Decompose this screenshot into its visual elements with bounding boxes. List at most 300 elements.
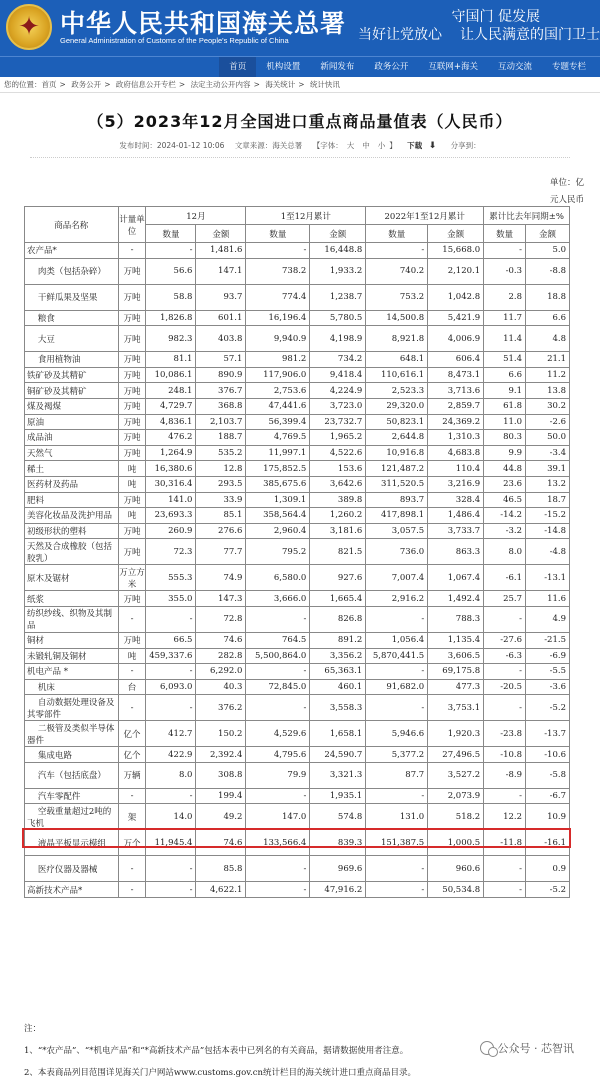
cell-value: 3,713.6 (428, 383, 484, 399)
cell-value: 601.1 (196, 310, 246, 326)
font-small-button[interactable]: 小 (377, 141, 386, 150)
cell-value: 1,264.9 (146, 445, 196, 461)
customs-emblem-icon[interactable]: ✦ (6, 4, 52, 50)
breadcrumb-stat-news[interactable]: 统计快讯 (309, 80, 340, 89)
cell-value: 308.8 (196, 762, 246, 788)
cell-value: 4,836.1 (146, 414, 196, 430)
publish-time: 发布时间：2024-01-12 10:06 (119, 141, 225, 150)
cell-value: 6.6 (484, 367, 526, 383)
table-row (25, 606, 570, 632)
cell-value: 30,316.4 (146, 476, 196, 492)
cell-value: 65,363.1 (310, 664, 366, 680)
cell-value: -23.8 (484, 721, 526, 747)
cell-value: 795.2 (246, 539, 310, 565)
font-large-button[interactable]: 大 (346, 141, 355, 150)
cell-value: -10.8 (484, 747, 526, 763)
cell-value: -14.2 (484, 508, 526, 524)
table-row (25, 591, 570, 607)
watermark (480, 1040, 575, 1056)
cell-value: 85.1 (196, 508, 246, 524)
cell-value: 2,073.9 (428, 788, 484, 804)
cell-name: 机床 (25, 679, 119, 695)
cell-value: 740.2 (366, 258, 428, 284)
table-row (25, 367, 570, 383)
table-row (25, 326, 570, 352)
cell-name: 美容化妆品及洗护用品 (25, 508, 119, 524)
cell-value: 311,520.5 (366, 476, 428, 492)
cell-value: 3,723.0 (310, 398, 366, 414)
download-icon[interactable]: ⬇ (428, 141, 437, 151)
header-prev-year: 2022年1至12月累计 (366, 207, 484, 225)
cell-value: 117,906.0 (246, 367, 310, 383)
cell-unit: 架 (118, 804, 146, 830)
cell-value: 11,997.1 (246, 445, 310, 461)
cell-value: -13.1 (526, 565, 570, 591)
cell-value: 8,921.8 (366, 326, 428, 352)
cell-name: 干鲜瓜果及坚果 (25, 284, 119, 310)
cell-value: 738.2 (246, 258, 310, 284)
table-row (25, 648, 570, 664)
cell-value: 736.0 (366, 539, 428, 565)
cell-value: 9.9 (484, 445, 526, 461)
cell-value: 4.9 (526, 606, 570, 632)
cell-value: - (366, 788, 428, 804)
breadcrumb-public-content[interactable]: 法定主动公开内容 (190, 80, 251, 89)
cell-value: 1,042.8 (428, 284, 484, 310)
watermark-text: 公众号 · 芯智讯 (497, 1042, 574, 1055)
cell-value: 4,198.9 (310, 326, 366, 352)
cell-value: 141.0 (146, 492, 196, 508)
cell-value: 417,898.1 (366, 508, 428, 524)
cell-value: 8.0 (146, 762, 196, 788)
header-amt: 金额 (428, 225, 484, 243)
cell-value: 133,566.4 (246, 830, 310, 856)
cell-unit: - (118, 695, 146, 721)
cell-value: 734.2 (310, 352, 366, 368)
cell-value: 5,377.2 (366, 747, 428, 763)
cell-name: 集成电路 (25, 747, 119, 763)
table-row (25, 476, 570, 492)
cell-value: - (366, 882, 428, 898)
cell-value: 4,769.5 (246, 430, 310, 446)
cell-name: 纺织纱线、织物及其制品 (25, 606, 119, 632)
cell-value: 893.7 (366, 492, 428, 508)
cell-value: 863.3 (428, 539, 484, 565)
font-medium-button[interactable]: 中 (362, 141, 370, 150)
breadcrumb-info-column[interactable]: 政府信息公开专栏 (115, 80, 176, 89)
cell-value: 87.7 (366, 762, 428, 788)
cell-unit: 万吨 (118, 367, 146, 383)
cell-value: 12.8 (196, 461, 246, 477)
cell-value: 4,522.6 (310, 445, 366, 461)
table-row (25, 882, 570, 898)
cell-value: -5.2 (526, 882, 570, 898)
cell-value: - (366, 664, 428, 680)
cell-value: 16,380.6 (146, 461, 196, 477)
cell-value: 1,260.2 (310, 508, 366, 524)
cell-value: 6,580.0 (246, 565, 310, 591)
cell-unit: 台 (118, 679, 146, 695)
cell-value: 46.5 (484, 492, 526, 508)
header-name: 商品名称 (25, 207, 119, 243)
header-amt: 金额 (310, 225, 366, 243)
table-row (25, 284, 570, 310)
cell-value: 927.6 (310, 565, 366, 591)
cell-value: - (246, 664, 310, 680)
breadcrumb-home[interactable]: 您的位置：首页 (4, 80, 57, 89)
cell-value: 6,292.0 (196, 664, 246, 680)
cell-value: 3,216.9 (428, 476, 484, 492)
table-row (25, 565, 570, 591)
cell-unit: 万吨 (118, 632, 146, 648)
nav-interaction[interactable]: 互动交流 (497, 62, 532, 72)
cell-value: 460.1 (310, 679, 366, 695)
cell-value: 93.7 (196, 284, 246, 310)
cell-value: 1,481.6 (196, 243, 246, 259)
nav-internet-customs[interactable]: 互联网+海关 (428, 62, 478, 72)
cell-name: 空载重量超过2吨的飞机 (25, 804, 119, 830)
cell-value: 403.8 (196, 326, 246, 352)
cell-value: -4.8 (526, 539, 570, 565)
cell-value: 50,534.8 (428, 882, 484, 898)
slogan-bottom (358, 24, 600, 44)
cell-value: 606.4 (428, 352, 484, 368)
cell-value: 2,523.3 (366, 383, 428, 399)
cell-value: 890.9 (196, 367, 246, 383)
slogan-right: 让人民满意的国门卫士 (460, 27, 600, 43)
cell-value: 66.5 (146, 632, 196, 648)
cell-value: 648.1 (366, 352, 428, 368)
cell-value: 459,337.6 (146, 648, 196, 664)
cell-value: 1,238.7 (310, 284, 366, 310)
nav-government-affairs[interactable]: 政务公开 (374, 62, 409, 72)
cell-value: -6.1 (484, 565, 526, 591)
cell-value: 15,668.0 (428, 243, 484, 259)
cell-value: 44.8 (484, 461, 526, 477)
cell-name: 初级形状的塑料 (25, 523, 119, 539)
cell-value: 11.0 (484, 414, 526, 430)
cell-value: 753.2 (366, 284, 428, 310)
cell-value: 969.6 (310, 856, 366, 882)
cell-unit: 亿个 (118, 721, 146, 747)
table-row (25, 721, 570, 747)
nav-news[interactable]: 新闻发布 (320, 62, 355, 72)
cell-value: -14.8 (526, 523, 570, 539)
cell-value: 72.8 (196, 606, 246, 632)
cell-name: 原油 (25, 414, 119, 430)
cell-value: 260.9 (146, 523, 196, 539)
import-table (24, 206, 570, 898)
table-row (25, 383, 570, 399)
cell-unit: 吨 (118, 476, 146, 492)
cell-value: - (484, 788, 526, 804)
cell-unit: 万吨 (118, 523, 146, 539)
cell-value: 982.3 (146, 326, 196, 352)
cell-value: 81.1 (146, 352, 196, 368)
cell-value: 3,606.5 (428, 648, 484, 664)
cell-value: 960.6 (428, 856, 484, 882)
cell-value: 821.5 (310, 539, 366, 565)
site-title[interactable]: 中华人民共和国海关总署 (60, 9, 347, 38)
cell-value: 12.2 (484, 804, 526, 830)
cell-value: 21.1 (526, 352, 570, 368)
table-row (25, 508, 570, 524)
nav-topics[interactable]: 专题专栏 (551, 62, 586, 72)
cell-value: 50,823.1 (366, 414, 428, 430)
table-row (25, 461, 570, 477)
cell-value: 355.0 (146, 591, 196, 607)
cell-value: 110,616.1 (366, 367, 428, 383)
cell-name: 铁矿砂及其精矿 (25, 367, 119, 383)
cell-unit: 万辆 (118, 762, 146, 788)
cell-value: -2.6 (526, 414, 570, 430)
table-row (25, 679, 570, 695)
cell-value: 2,753.6 (246, 383, 310, 399)
cell-value: -21.5 (526, 632, 570, 648)
cell-value: 8.0 (484, 539, 526, 565)
cell-value: 276.6 (196, 523, 246, 539)
cell-value: - (146, 695, 196, 721)
note-2: 2、本表商品列目范围详见海关门户网站www.customs.gov.cn统计栏目的海关统计进口重点商品目录。 (24, 1068, 416, 1078)
cell-value: - (484, 664, 526, 680)
cell-value: 826.8 (310, 606, 366, 632)
cell-value: 151,387.5 (366, 830, 428, 856)
cell-value: 121,487.2 (366, 461, 428, 477)
cell-value: - (366, 695, 428, 721)
cell-value: - (246, 856, 310, 882)
cell-value: -6.9 (526, 648, 570, 664)
cell-name: 农产品* (25, 243, 119, 259)
cell-value: 56,399.4 (246, 414, 310, 430)
cell-value: 14.0 (146, 804, 196, 830)
cell-value: 18.8 (526, 284, 570, 310)
cell-value: - (146, 664, 196, 680)
header-amt: 金额 (196, 225, 246, 243)
cell-value: 51.4 (484, 352, 526, 368)
cell-value: 147.0 (246, 804, 310, 830)
cell-value: 5,500,864.0 (246, 648, 310, 664)
cell-value: 147.1 (196, 258, 246, 284)
cell-value: 47,441.6 (246, 398, 310, 414)
table-row (25, 747, 570, 763)
table-row (25, 856, 570, 882)
cell-value: -3.2 (484, 523, 526, 539)
cell-unit: 万吨 (118, 352, 146, 368)
cell-value: 3,666.0 (246, 591, 310, 607)
notes-label: 注： (24, 1024, 42, 1034)
cell-value: 1,056.4 (366, 632, 428, 648)
cell-value: 74.6 (196, 632, 246, 648)
cell-value: 2.8 (484, 284, 526, 310)
table-row (25, 804, 570, 830)
cell-value: - (366, 856, 428, 882)
cell-value: 1,826.8 (146, 310, 196, 326)
table-row (25, 523, 570, 539)
breadcrumb-statistics[interactable]: 海关统计 (265, 80, 296, 89)
cell-value: 891.2 (310, 632, 366, 648)
cell-value: 1,067.4 (428, 565, 484, 591)
cell-name: 液晶平板显示模组 (25, 830, 119, 856)
cell-unit: - (118, 243, 146, 259)
cell-value: 376.2 (196, 695, 246, 721)
cell-name: 汽车（包括底盘） (25, 762, 119, 788)
cell-value: 1,935.1 (310, 788, 366, 804)
cell-value: 11.6 (526, 591, 570, 607)
cell-value: 77.7 (196, 539, 246, 565)
article-source: 文章来源：海关总署 (234, 141, 303, 150)
cell-value: 1,933.2 (310, 258, 366, 284)
cell-value: 2,103.7 (196, 414, 246, 430)
cell-value: -0.3 (484, 258, 526, 284)
cell-name: 汽车零配件 (25, 788, 119, 804)
cell-value: 69,175.8 (428, 664, 484, 680)
cell-value: 3,558.3 (310, 695, 366, 721)
cell-value: -3.6 (526, 679, 570, 695)
cell-unit: 吨 (118, 461, 146, 477)
table-row (25, 695, 570, 721)
table-row (25, 258, 570, 284)
cell-unit: 吨 (118, 508, 146, 524)
slogan-left: 当好让党放心 (358, 27, 442, 43)
cell-name: 铜材 (25, 632, 119, 648)
cell-value: 85.8 (196, 856, 246, 882)
cell-value: 49.2 (196, 804, 246, 830)
cell-value: 13.2 (526, 476, 570, 492)
cell-value: 25.7 (484, 591, 526, 607)
cell-value: -10.6 (526, 747, 570, 763)
cell-value: -11.8 (484, 830, 526, 856)
cell-value: -20.5 (484, 679, 526, 695)
cell-unit: 万吨 (118, 445, 146, 461)
header-qty: 数量 (366, 225, 428, 243)
cell-value: 11.4 (484, 326, 526, 352)
download-button[interactable] (407, 141, 440, 150)
table-row (25, 445, 570, 461)
cell-value: 2,916.2 (366, 591, 428, 607)
cell-value: 535.2 (196, 445, 246, 461)
cell-value: 58.8 (146, 284, 196, 310)
cell-value: 2,859.7 (428, 398, 484, 414)
cell-value: 74.9 (196, 565, 246, 591)
cell-value: 358,564.4 (246, 508, 310, 524)
cell-unit: 万吨 (118, 398, 146, 414)
cell-value: 80.3 (484, 430, 526, 446)
breadcrumb: 您的位置：首页 > 政务公开 > 政府信息公开专栏 > 法定主动公开内容 > 海关统计 > 统计快讯 (0, 77, 600, 93)
cell-value: - (146, 882, 196, 898)
slogan-top: 守国门 促发展 (451, 9, 540, 25)
cell-value: 23,693.3 (146, 508, 196, 524)
cell-value: -5.8 (526, 762, 570, 788)
cell-unit: 万吨 (118, 591, 146, 607)
cell-value: 72.3 (146, 539, 196, 565)
table-row (25, 430, 570, 446)
cell-value: - (246, 882, 310, 898)
cell-name: 铜矿砂及其精矿 (25, 383, 119, 399)
cell-unit: 万吨 (118, 539, 146, 565)
note-1: 1、“*农产品”、“*机电产品”和“*高新技术产品”包括本表中已列名的有关商品，据请数据使用者注意。 (24, 1046, 409, 1056)
unit-line-1: 单位：亿 (549, 178, 584, 188)
cell-unit: 万吨 (118, 383, 146, 399)
cell-value: 248.1 (146, 383, 196, 399)
cell-value: 328.4 (428, 492, 484, 508)
cell-value: 47,916.2 (310, 882, 366, 898)
cell-value: 4,006.9 (428, 326, 484, 352)
cell-name: 成品油 (25, 430, 119, 446)
cell-value: 2,644.8 (366, 430, 428, 446)
cell-value: 175,852.5 (246, 461, 310, 477)
cell-value: 1,000.5 (428, 830, 484, 856)
cell-value: 72,845.0 (246, 679, 310, 695)
cell-value: 14,500.8 (366, 310, 428, 326)
header-amt: 金额 (526, 225, 570, 243)
cell-value: 11,945.4 (146, 830, 196, 856)
font-size-control (313, 141, 397, 150)
cell-value: 1,965.2 (310, 430, 366, 446)
table-row (25, 664, 570, 680)
nav-organization[interactable]: 机构设置 (266, 62, 301, 72)
cell-value: -27.6 (484, 632, 526, 648)
table-row (25, 762, 570, 788)
cell-value: 10,086.1 (146, 367, 196, 383)
cell-value: 477.3 (428, 679, 484, 695)
font-close: 】 (389, 141, 397, 150)
cell-value: - (246, 243, 310, 259)
unit-label (550, 175, 584, 209)
cell-value: - (146, 243, 196, 259)
table-row (25, 492, 570, 508)
cell-value: 150.2 (196, 721, 246, 747)
cell-value: 40.3 (196, 679, 246, 695)
cell-value: 16,196.4 (246, 310, 310, 326)
cell-value: 5,870,441.5 (366, 648, 428, 664)
site-subtitle: General Administration of Customs of the People's Republic of China (60, 36, 289, 45)
cell-unit: 万吨 (118, 258, 146, 284)
breadcrumb-gov-affairs[interactable]: 政务公开 (71, 80, 102, 89)
cell-unit: 亿个 (118, 747, 146, 763)
cell-value: - (246, 606, 310, 632)
cell-value: -6.3 (484, 648, 526, 664)
cell-unit: 万吨 (118, 414, 146, 430)
header-qty: 数量 (146, 225, 196, 243)
cell-value: 110.4 (428, 461, 484, 477)
cell-name: 稀土 (25, 461, 119, 477)
share-label[interactable]: 分享到： (450, 141, 481, 150)
cell-name: 医药材及药品 (25, 476, 119, 492)
cell-value: 2,392.4 (196, 747, 246, 763)
nav-home[interactable]: 首页 (219, 57, 256, 77)
cell-value: - (246, 695, 310, 721)
cell-value: 79.9 (246, 762, 310, 788)
cell-value: - (484, 695, 526, 721)
cell-value: 5,780.5 (310, 310, 366, 326)
cell-value: 412.7 (146, 721, 196, 747)
unit-line-2: 元人民币 (549, 195, 584, 205)
cell-value: 5.0 (526, 243, 570, 259)
cell-value: 9.1 (484, 383, 526, 399)
table-body (25, 243, 570, 898)
cell-value: 9,418.4 (310, 367, 366, 383)
cell-value: -13.7 (526, 721, 570, 747)
table-row (25, 788, 570, 804)
cell-name: 天然气 (25, 445, 119, 461)
cell-unit: 吨 (118, 648, 146, 664)
cell-value: 1,486.4 (428, 508, 484, 524)
cell-value: 1,492.4 (428, 591, 484, 607)
cell-value: 0.9 (526, 856, 570, 882)
cell-name: 肥料 (25, 492, 119, 508)
header-change: 累计比去年同期±% (484, 207, 570, 225)
cell-value: -6.7 (526, 788, 570, 804)
